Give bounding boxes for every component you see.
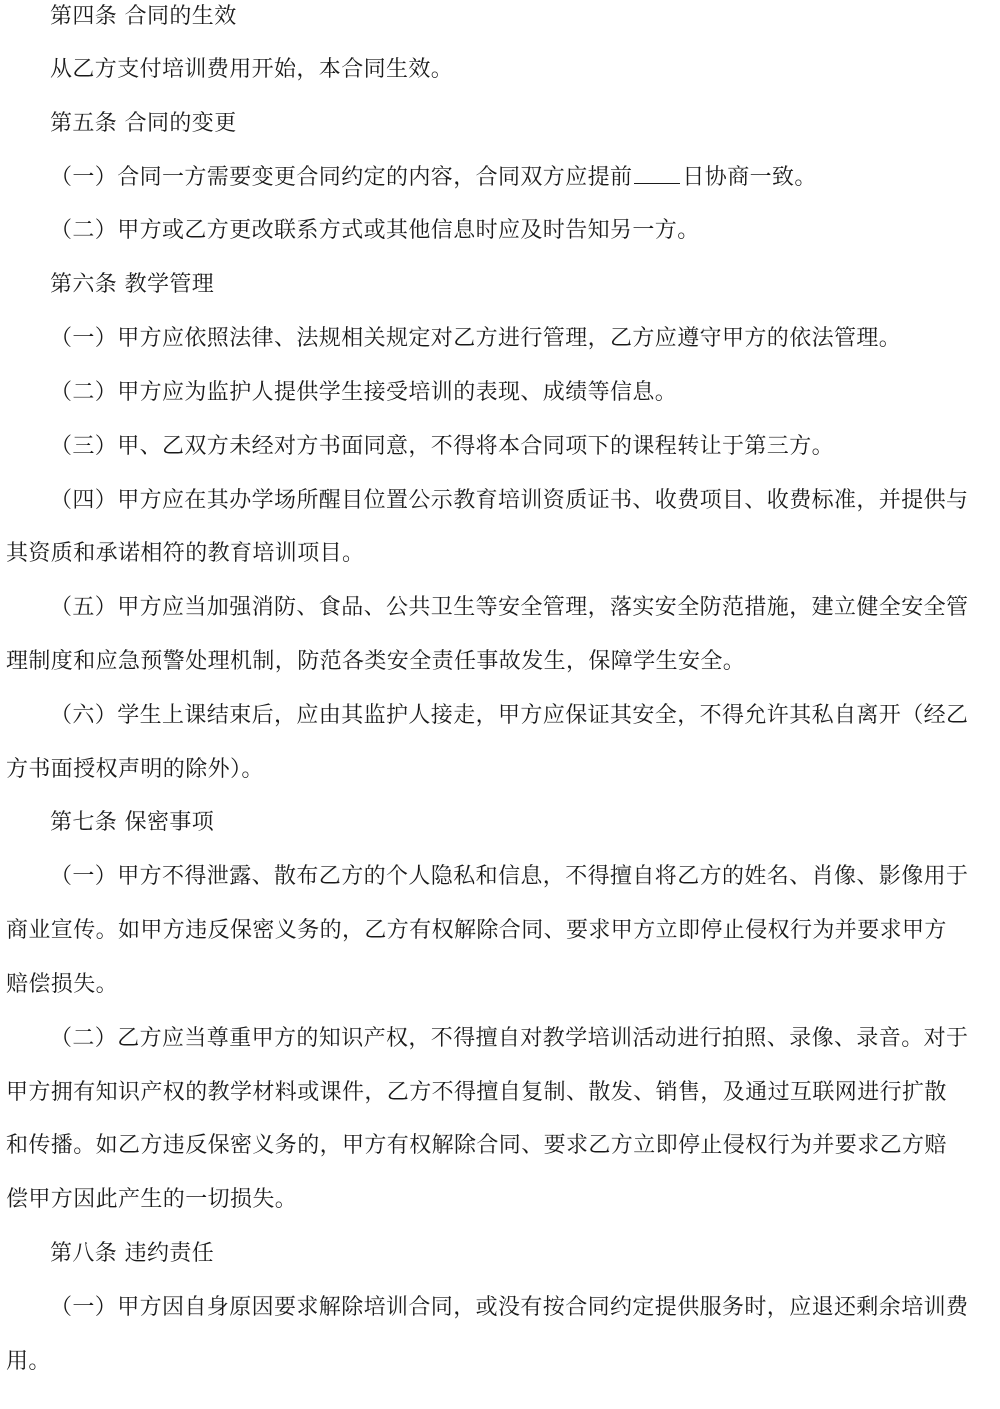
article-8-clause-1-line-2: 用。: [6, 1349, 51, 1374]
article-6-heading: 第六条 教学管理: [50, 272, 215, 297]
clause-text: （一）合同一方需要变更合同约定的内容，合同双方应提前: [50, 165, 633, 190]
article-7-clause-2-line-2: 甲方拥有知识产权的教学材料或课件，乙方不得擅自复制、散发、销售，及通过互联网进行扩散: [6, 1080, 947, 1105]
article-5-clause-2: （二）甲方或乙方更改联系方式或其他信息时应及时告知另一方。: [50, 218, 700, 243]
article-7-heading: 第七条 保密事项: [50, 810, 215, 835]
fill-in-blank: [634, 163, 680, 184]
article-6-clause-6-line-1: （六）学生上课结束后，应由其监护人接走，甲方应保证其安全，不得允许其私自离开（经乙: [50, 703, 969, 728]
article-7-clause-2-line-1: （二）乙方应当尊重甲方的知识产权，不得擅自对教学培训活动进行拍照、录像、录音。对于: [50, 1026, 969, 1051]
article-7-clause-1-line-3: 赔偿损失。: [6, 972, 119, 997]
article-6-clause-4-line-2: 其资质和承诺相符的教育培训项目。: [6, 541, 365, 566]
article-5-clause-1: [50, 163, 817, 193]
article-7-clause-2-line-4: 偿甲方因此产生的一切损失。: [6, 1187, 298, 1212]
article-6-clause-2: （二）甲方应为监护人提供学生接受培训的表现、成绩等信息。: [50, 380, 678, 405]
article-6-clause-3: （三）甲、乙双方未经对方书面同意，不得将本合同项下的课程转让于第三方。: [50, 434, 835, 459]
article-6-clause-5-line-2: 理制度和应急预警处理机制，防范各类安全责任事故发生，保障学生安全。: [6, 649, 746, 674]
clause-text: 日协商一致。: [682, 165, 817, 190]
article-5-heading: 第五条 合同的变更: [50, 111, 237, 136]
article-7-clause-2-line-3: 和传播。如乙方违反保密义务的，甲方有权解除合同、要求乙方立即停止侵权行为并要求乙方赔: [6, 1133, 947, 1158]
article-4-text: 从乙方支付培训费用开始，本合同生效。: [50, 57, 454, 82]
article-7-clause-1-line-1: （一）甲方不得泄露、散布乙方的个人隐私和信息，不得擅自将乙方的姓名、肖像、影像用于: [50, 864, 969, 889]
article-8-heading: 第八条 违约责任: [50, 1241, 215, 1266]
article-6-clause-6-line-2: 方书面授权声明的除外）。: [6, 757, 264, 782]
article-8-clause-1-line-1: （一）甲方因自身原因要求解除培训合同，或没有按合同约定提供服务时，应退还剩余培训费: [50, 1295, 969, 1320]
article-6-clause-4-line-1: （四）甲方应在其办学场所醒目位置公示教育培训资质证书、收费项目、收费标准，并提供与: [50, 488, 969, 513]
article-7-clause-1-line-2: 商业宣传。如甲方违反保密义务的，乙方有权解除合同、要求甲方立即停止侵权行为并要求甲方: [6, 918, 947, 943]
article-4-heading: 第四条 合同的生效: [50, 4, 237, 29]
article-6-clause-5-line-1: （五）甲方应当加强消防、食品、公共卫生等安全管理，落实安全防范措施，建立健全安全管: [50, 595, 969, 620]
article-6-clause-1: （一）甲方应依照法律、法规相关规定对乙方进行管理，乙方应遵守甲方的依法管理。: [50, 326, 902, 351]
